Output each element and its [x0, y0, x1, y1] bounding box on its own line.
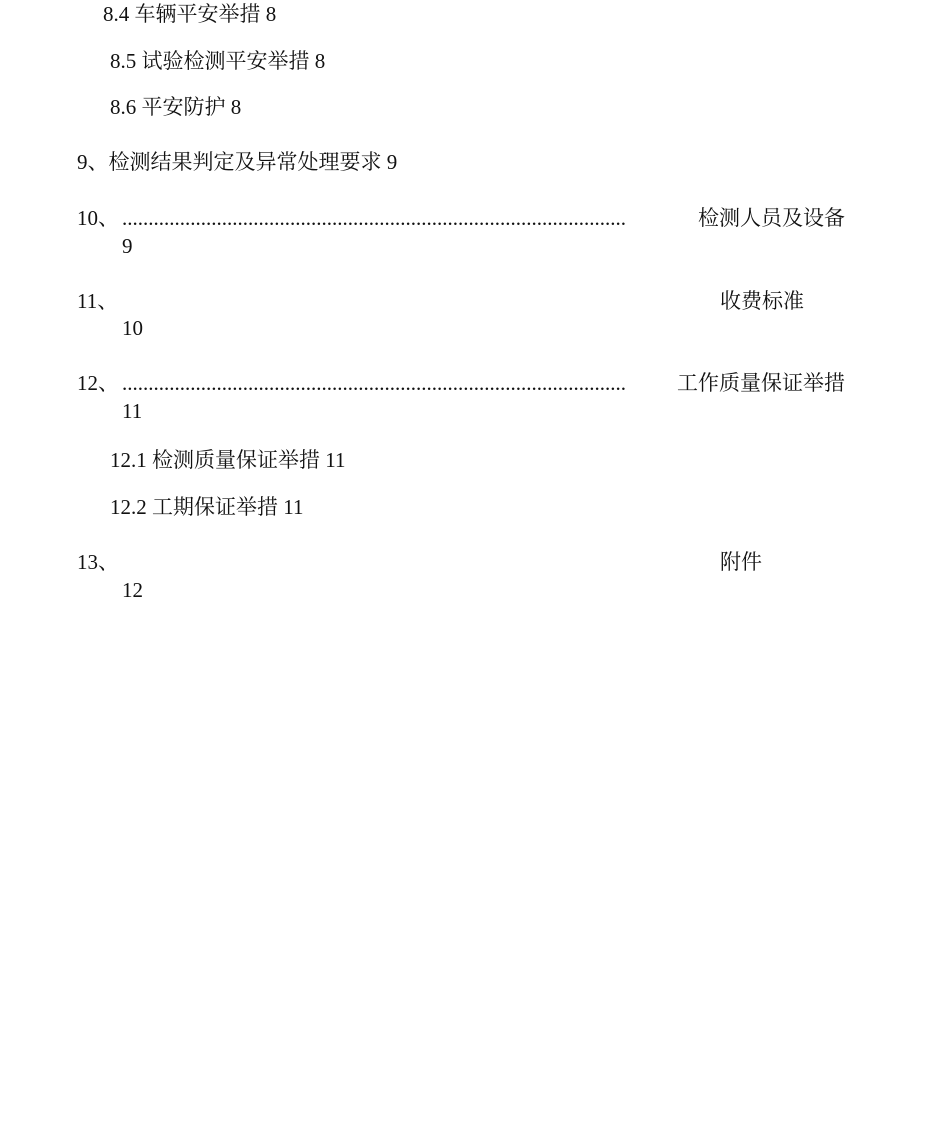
toc-entry-11-page: 10	[122, 316, 143, 340]
toc-entry-10-page: 9	[122, 234, 133, 258]
toc-entry-12-number: 12、	[77, 371, 119, 395]
toc-entry-10-number: 10、	[77, 206, 119, 230]
toc-entry-12-title: 工作质量保证举措	[677, 371, 845, 395]
toc-entry-13-page: 12	[122, 578, 143, 602]
toc-entry-13-number: 13、	[77, 550, 119, 574]
toc-entry-8-4[interactable]: 8.4 车辆平安举措 8	[103, 2, 277, 26]
toc-entry-11-number: 11、	[77, 289, 119, 313]
toc-entry-8-5[interactable]: 8.5 试验检测平安举措 8	[110, 49, 326, 73]
toc-entry-10-leader: ................................................................................................	[122, 206, 626, 230]
toc-entry-12-page: 11	[122, 399, 143, 423]
toc-entry-10-title: 检测人员及设备	[698, 206, 845, 230]
toc-entry-12-2[interactable]: 12.2 工期保证举措 11	[110, 495, 304, 519]
toc-entry-9[interactable]: 9、检测结果判定及异常处理要求 9	[77, 150, 398, 174]
toc-entry-13-title: 附件	[720, 550, 762, 574]
toc-entry-11-title: 收费标准	[720, 289, 804, 313]
toc-entry-12-leader: ................................................................................................	[122, 371, 626, 395]
toc-entry-12-1[interactable]: 12.1 检测质量保证举措 11	[110, 448, 346, 472]
toc-entry-8-6[interactable]: 8.6 平安防护 8	[110, 95, 242, 119]
